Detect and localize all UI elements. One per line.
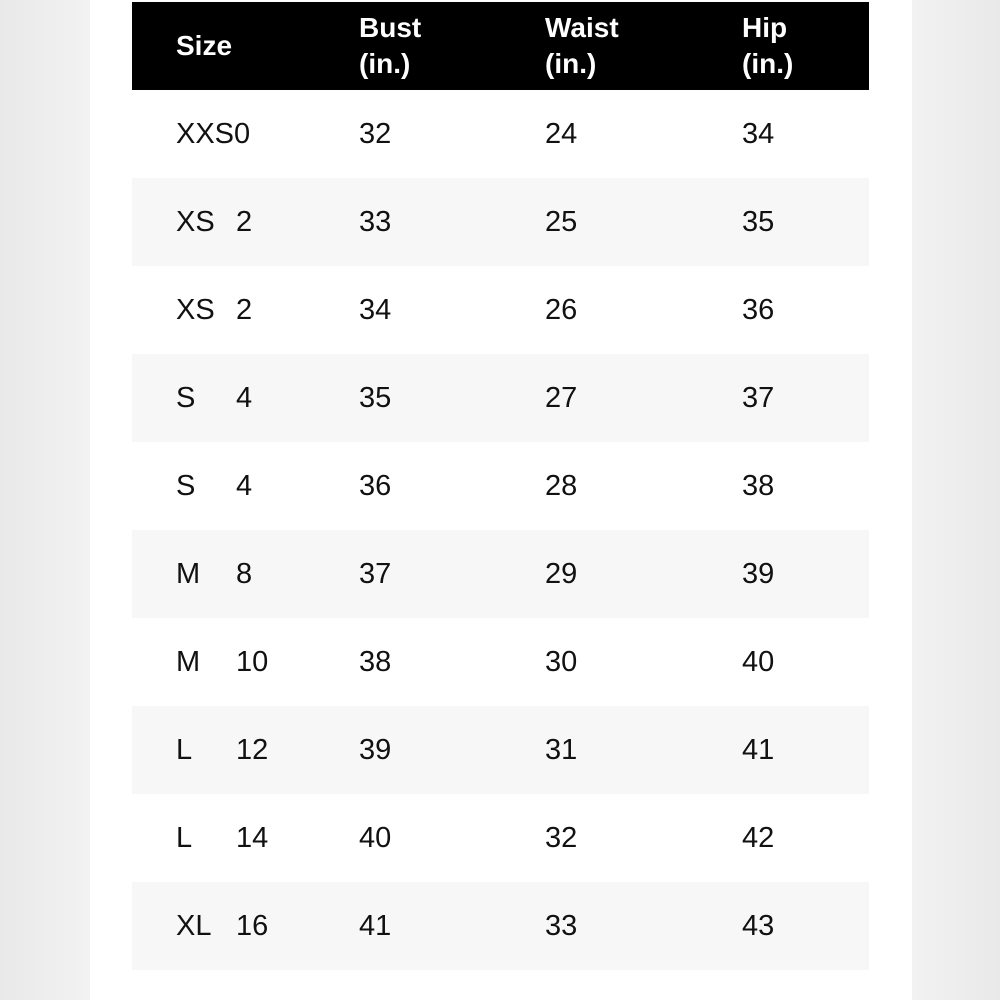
cell-size (132, 90, 359, 178)
table-row (132, 618, 869, 706)
cell-bust: 33 (359, 205, 392, 238)
cell-hip: 35 (742, 205, 775, 238)
cell-hip: 34 (742, 117, 775, 150)
cell-bust: 41 (359, 909, 392, 942)
size-number: 2 (236, 293, 253, 326)
size-number: 2 (236, 205, 253, 238)
cell-waist: 31 (545, 733, 578, 766)
cell-size (132, 354, 359, 442)
header-row (132, 2, 869, 90)
size-letter: M (176, 557, 201, 590)
cell-size (132, 530, 359, 618)
header-waist (545, 2, 742, 90)
cell-size (132, 618, 359, 706)
size-letter: L (176, 821, 193, 854)
header-bust-label: Bust (359, 12, 422, 43)
cell-hip: 36 (742, 293, 775, 326)
table-row (132, 354, 869, 442)
cell-size (132, 882, 359, 970)
size-letter: M (176, 645, 201, 678)
cell-size (132, 794, 359, 882)
cell-waist: 24 (545, 117, 578, 150)
cell-bust: 40 (359, 821, 392, 854)
cell-size (132, 178, 359, 266)
cell-waist: 32 (545, 821, 578, 854)
cell-waist: 28 (545, 469, 578, 502)
table-row (132, 266, 869, 354)
header-size (132, 2, 359, 90)
cell-bust: 37 (359, 557, 392, 590)
cell-size (132, 266, 359, 354)
size-letter: XS (176, 205, 215, 238)
header-bust (359, 2, 545, 90)
cell-bust: 32 (359, 117, 392, 150)
cell-bust: 38 (359, 645, 392, 678)
cell-hip: 37 (742, 381, 775, 414)
cell-size (132, 442, 359, 530)
cell-hip: 43 (742, 909, 775, 942)
size-letter: XXS (176, 117, 235, 150)
cell-hip: 40 (742, 645, 775, 678)
header-waist-unit: (in.) (545, 48, 597, 79)
size-chart-sheet (90, 0, 912, 1000)
size-number: 16 (236, 909, 269, 942)
header-waist-label: Waist (545, 12, 619, 43)
size-letter: S (176, 381, 196, 414)
table-row (132, 90, 869, 178)
cell-waist: 29 (545, 557, 578, 590)
cell-bust: 36 (359, 469, 392, 502)
size-letter: S (176, 469, 196, 502)
size-letter: L (176, 733, 193, 766)
cell-waist: 27 (545, 381, 578, 414)
header-bust-unit: (in.) (359, 48, 411, 79)
table-row (132, 530, 869, 618)
table-row (132, 794, 869, 882)
size-letter: XS (176, 293, 215, 326)
header-hip-label: Hip (742, 12, 788, 43)
size-number: 12 (236, 733, 269, 766)
size-number: 4 (236, 469, 253, 502)
cell-waist: 26 (545, 293, 578, 326)
cell-hip: 38 (742, 469, 775, 502)
cell-waist: 30 (545, 645, 578, 678)
header-size-label: Size (176, 30, 233, 61)
size-number: 8 (236, 557, 253, 590)
size-number: 0 (234, 117, 251, 150)
header-hip (742, 2, 869, 90)
table-body (132, 90, 869, 970)
table-row (132, 706, 869, 794)
table-row (132, 882, 869, 970)
cell-bust: 35 (359, 381, 392, 414)
cell-bust: 39 (359, 733, 392, 766)
cell-hip: 41 (742, 733, 775, 766)
cell-waist: 25 (545, 205, 578, 238)
size-number: 14 (236, 821, 269, 854)
table-row (132, 442, 869, 530)
table-row (132, 178, 869, 266)
cell-waist: 33 (545, 909, 578, 942)
size-chart-table (132, 2, 869, 970)
cell-hip: 42 (742, 821, 775, 854)
table-header (132, 2, 869, 90)
size-number: 10 (236, 645, 269, 678)
header-hip-unit: (in.) (742, 48, 794, 79)
size-letter: XL (176, 909, 212, 942)
size-number: 4 (236, 381, 253, 414)
cell-bust: 34 (359, 293, 392, 326)
cell-size (132, 706, 359, 794)
cell-hip: 39 (742, 557, 775, 590)
